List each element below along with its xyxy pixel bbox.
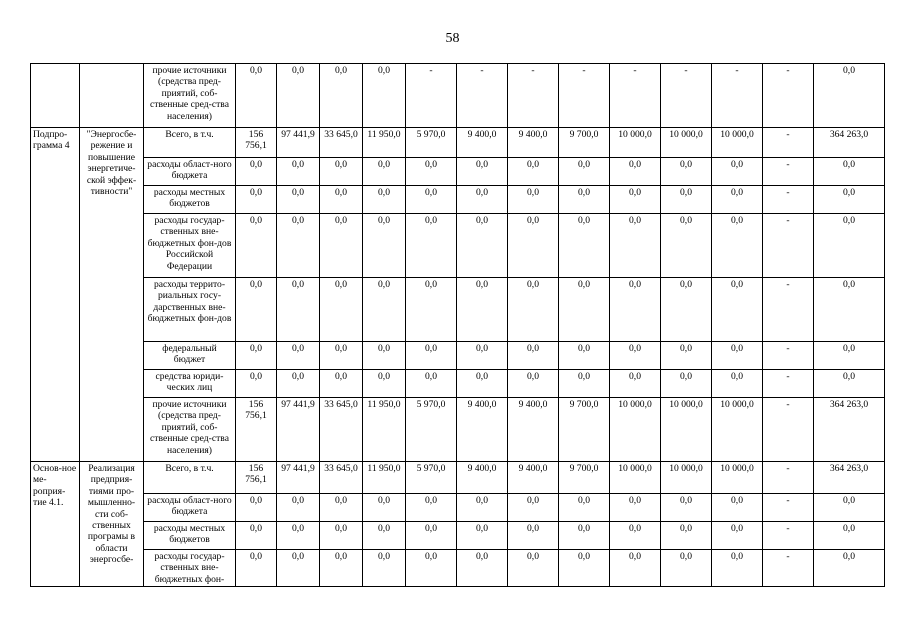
value-cell: 0,0	[320, 278, 363, 342]
value-cell: 0,0	[236, 186, 277, 214]
value-cell: 0,0	[236, 64, 277, 128]
value-cell: 0,0	[814, 64, 885, 128]
value-cell: 0,0	[508, 158, 559, 186]
value-cell: 9 400,0	[508, 462, 559, 494]
value-cell: 0,0	[559, 494, 610, 522]
value-cell: 10 000,0	[712, 398, 763, 462]
value-cell: 0,0	[363, 214, 406, 278]
source-label: прочие источники (средства пред-приятий, соб-ственные сред-ства населения)	[144, 64, 236, 128]
value-cell: 0,0	[559, 550, 610, 587]
value-cell: 0,0	[508, 278, 559, 342]
value-cell: 0,0	[457, 550, 508, 587]
value-cell: -	[763, 462, 814, 494]
value-cell: 0,0	[320, 342, 363, 370]
value-cell: 0,0	[712, 158, 763, 186]
value-cell: 0,0	[363, 370, 406, 398]
subprogram-code: Подпро-грамма 4	[31, 128, 80, 462]
name-cell	[80, 64, 144, 128]
value-cell: 11 950,0	[363, 398, 406, 462]
value-cell: 0,0	[712, 494, 763, 522]
value-cell: -	[763, 522, 814, 550]
subprogram-name: "Энергосбе-режение и повышение энергетиче-ской эффек-тивности"	[80, 128, 144, 462]
value-cell: 0,0	[457, 278, 508, 342]
value-cell: 0,0	[712, 522, 763, 550]
value-cell: 10 000,0	[661, 128, 712, 158]
value-cell: 10 000,0	[712, 462, 763, 494]
table-row	[31, 214, 885, 278]
table-body	[31, 64, 885, 587]
value-cell: 0,0	[406, 370, 457, 398]
value-cell: 0,0	[363, 278, 406, 342]
value-cell: 0,0	[277, 494, 320, 522]
value-cell: 0,0	[236, 494, 277, 522]
value-cell: 0,0	[814, 158, 885, 186]
value-cell: 0,0	[661, 370, 712, 398]
value-cell: 0,0	[277, 158, 320, 186]
value-cell: 0,0	[277, 278, 320, 342]
value-cell: 0,0	[320, 550, 363, 587]
value-cell: 0,0	[610, 186, 661, 214]
source-label: расходы государ-ственных вне-бюджетных фон-дов Российской Федерации	[144, 214, 236, 278]
value-cell: 9 400,0	[508, 128, 559, 158]
value-cell: 0,0	[610, 158, 661, 186]
value-cell: 0,0	[814, 370, 885, 398]
value-cell: 0,0	[406, 494, 457, 522]
value-cell: -	[763, 550, 814, 587]
value-cell: 0,0	[508, 522, 559, 550]
source-label: Всего, в т.ч.	[144, 462, 236, 494]
value-cell: 0,0	[661, 158, 712, 186]
value-cell: 0,0	[610, 342, 661, 370]
value-cell: 0,0	[559, 158, 610, 186]
value-cell: 10 000,0	[610, 462, 661, 494]
value-cell: -	[406, 64, 457, 128]
value-cell: 10 000,0	[661, 398, 712, 462]
value-cell: 0,0	[610, 214, 661, 278]
value-cell: 0,0	[320, 158, 363, 186]
table-row	[31, 186, 885, 214]
source-label: Всего, в т.ч.	[144, 128, 236, 158]
value-cell: 0,0	[661, 494, 712, 522]
page-number: 58	[445, 31, 460, 46]
value-cell: -	[763, 398, 814, 462]
value-cell: -	[763, 342, 814, 370]
value-cell: 0,0	[363, 64, 406, 128]
value-cell: 0,0	[559, 186, 610, 214]
value-cell: 0,0	[508, 214, 559, 278]
table-row	[31, 342, 885, 370]
value-cell: -	[763, 64, 814, 128]
value-cell: 0,0	[814, 494, 885, 522]
value-cell: 5 970,0	[406, 462, 457, 494]
value-cell: 10 000,0	[610, 398, 661, 462]
value-cell: 0,0	[457, 522, 508, 550]
value-cell: 0,0	[814, 550, 885, 587]
value-cell: 0,0	[277, 186, 320, 214]
value-cell: 0,0	[320, 186, 363, 214]
source-label: прочие источники (средства пред-приятий, соб-ственные сред-ства населения)	[144, 398, 236, 462]
value-cell: 0,0	[406, 278, 457, 342]
value-cell: 0,0	[363, 342, 406, 370]
table-row	[31, 550, 885, 587]
value-cell: 0,0	[712, 370, 763, 398]
source-label: средства юриди-ческих лиц	[144, 370, 236, 398]
value-cell: -	[763, 186, 814, 214]
value-cell: 0,0	[508, 550, 559, 587]
value-cell: 0,0	[508, 186, 559, 214]
table-row	[31, 398, 885, 462]
source-label: расходы государ-ственных вне-бюджетных фон-	[144, 550, 236, 587]
value-cell: 0,0	[363, 550, 406, 587]
value-cell: -	[712, 64, 763, 128]
value-cell: 0,0	[610, 278, 661, 342]
value-cell: 0,0	[320, 370, 363, 398]
value-cell: -	[763, 214, 814, 278]
table-row	[31, 128, 885, 158]
value-cell: 9 700,0	[559, 462, 610, 494]
value-cell: 9 700,0	[559, 128, 610, 158]
value-cell: 0,0	[712, 550, 763, 587]
value-cell: 0,0	[814, 342, 885, 370]
value-cell: 0,0	[277, 214, 320, 278]
value-cell: -	[763, 370, 814, 398]
source-label: расходы област-ного бюджета	[144, 158, 236, 186]
value-cell: 0,0	[814, 214, 885, 278]
value-cell: 0,0	[508, 342, 559, 370]
table-row	[31, 494, 885, 522]
value-cell: 0,0	[457, 370, 508, 398]
value-cell: 364 263,0	[814, 128, 885, 158]
table-row	[31, 278, 885, 342]
value-cell: 0,0	[236, 550, 277, 587]
value-cell: 0,0	[277, 370, 320, 398]
source-label: расходы террито-риальных госу-дарственных вне-бюджетных фон-дов	[144, 278, 236, 342]
table-row	[31, 370, 885, 398]
value-cell: 0,0	[457, 158, 508, 186]
value-cell: -	[763, 128, 814, 158]
table-row	[31, 522, 885, 550]
value-cell: 33 645,0	[320, 398, 363, 462]
value-cell: 0,0	[457, 214, 508, 278]
value-cell: 0,0	[559, 278, 610, 342]
value-cell: 10 000,0	[712, 128, 763, 158]
value-cell: 33 645,0	[320, 462, 363, 494]
value-cell: 9 400,0	[508, 398, 559, 462]
value-cell: 0,0	[661, 214, 712, 278]
event-code: Основ-ное ме-роприя-тие 4.1.	[31, 462, 80, 587]
value-cell: 9 400,0	[457, 398, 508, 462]
value-cell: 5 970,0	[406, 128, 457, 158]
value-cell: 0,0	[277, 64, 320, 128]
value-cell: 0,0	[363, 522, 406, 550]
value-cell: 0,0	[559, 214, 610, 278]
value-cell: 11 950,0	[363, 128, 406, 158]
value-cell: 11 950,0	[363, 462, 406, 494]
value-cell: 0,0	[406, 342, 457, 370]
value-cell: 0,0	[814, 522, 885, 550]
value-cell: 0,0	[661, 342, 712, 370]
value-cell: 0,0	[508, 370, 559, 398]
value-cell: 0,0	[712, 214, 763, 278]
value-cell: 97 441,9	[277, 462, 320, 494]
value-cell: 33 645,0	[320, 128, 363, 158]
value-cell: 0,0	[363, 494, 406, 522]
value-cell: 0,0	[559, 370, 610, 398]
value-cell: 0,0	[661, 278, 712, 342]
value-cell: 364 263,0	[814, 398, 885, 462]
value-cell: 5 970,0	[406, 398, 457, 462]
value-cell: 0,0	[406, 522, 457, 550]
value-cell: 97 441,9	[277, 398, 320, 462]
budget-table	[30, 63, 885, 587]
value-cell: 156 756,1	[236, 128, 277, 158]
table-row	[31, 462, 885, 494]
value-cell: 0,0	[457, 186, 508, 214]
source-label: федеральный бюджет	[144, 342, 236, 370]
value-cell: 0,0	[559, 342, 610, 370]
value-cell: 0,0	[661, 550, 712, 587]
value-cell: 10 000,0	[661, 462, 712, 494]
table-row	[31, 64, 885, 128]
value-cell: 0,0	[406, 214, 457, 278]
value-cell: -	[610, 64, 661, 128]
value-cell: 0,0	[508, 494, 559, 522]
value-cell: -	[763, 494, 814, 522]
value-cell: 9 400,0	[457, 462, 508, 494]
value-cell: 0,0	[610, 522, 661, 550]
source-label: расходы област-ного бюджета	[144, 494, 236, 522]
value-cell: 0,0	[320, 522, 363, 550]
value-cell: 0,0	[236, 214, 277, 278]
value-cell: 0,0	[712, 278, 763, 342]
value-cell: 0,0	[236, 370, 277, 398]
value-cell: 0,0	[236, 522, 277, 550]
code-cell	[31, 64, 80, 128]
value-cell: 9 700,0	[559, 398, 610, 462]
value-cell: 0,0	[610, 494, 661, 522]
value-cell: 0,0	[610, 550, 661, 587]
source-label: расходы местных бюджетов	[144, 522, 236, 550]
value-cell: 0,0	[406, 186, 457, 214]
value-cell: 156 756,1	[236, 462, 277, 494]
value-cell: 156 756,1	[236, 398, 277, 462]
value-cell: 0,0	[610, 370, 661, 398]
value-cell: 0,0	[406, 158, 457, 186]
value-cell: 0,0	[320, 64, 363, 128]
value-cell: 0,0	[277, 522, 320, 550]
value-cell: 364 263,0	[814, 462, 885, 494]
value-cell: 0,0	[406, 550, 457, 587]
value-cell: 0,0	[320, 214, 363, 278]
value-cell: 0,0	[363, 186, 406, 214]
value-cell: 0,0	[320, 494, 363, 522]
value-cell: 0,0	[814, 186, 885, 214]
value-cell: 0,0	[457, 342, 508, 370]
value-cell: 9 400,0	[457, 128, 508, 158]
value-cell: -	[559, 64, 610, 128]
value-cell: 0,0	[236, 278, 277, 342]
value-cell: 0,0	[457, 494, 508, 522]
value-cell: 0,0	[559, 522, 610, 550]
value-cell: -	[457, 64, 508, 128]
event-name: Реализация предприя-тиями про-мышленно-сти соб-ственных програмы в области энергосбе-	[80, 462, 144, 587]
value-cell: 10 000,0	[610, 128, 661, 158]
table-row	[31, 158, 885, 186]
value-cell: -	[508, 64, 559, 128]
value-cell: 0,0	[661, 186, 712, 214]
value-cell: 0,0	[712, 186, 763, 214]
value-cell: 0,0	[277, 550, 320, 587]
value-cell: 0,0	[661, 522, 712, 550]
value-cell: -	[763, 278, 814, 342]
value-cell: 0,0	[236, 158, 277, 186]
value-cell: 97 441,9	[277, 128, 320, 158]
value-cell: 0,0	[363, 158, 406, 186]
value-cell: -	[661, 64, 712, 128]
value-cell: -	[763, 158, 814, 186]
value-cell: 0,0	[277, 342, 320, 370]
value-cell: 0,0	[814, 278, 885, 342]
value-cell: 0,0	[712, 342, 763, 370]
value-cell: 0,0	[236, 342, 277, 370]
source-label: расходы местных бюджетов	[144, 186, 236, 214]
